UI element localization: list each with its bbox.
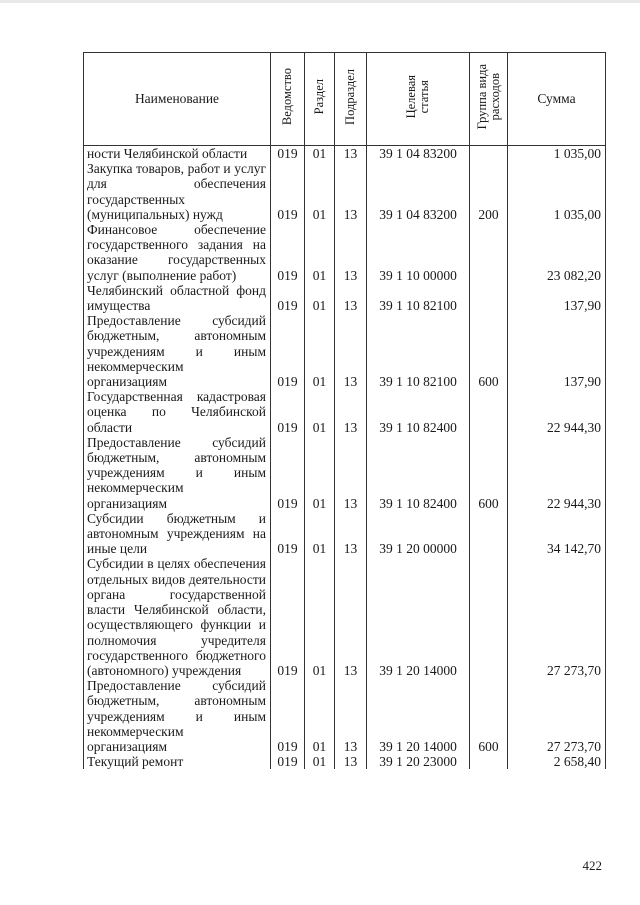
row-name: Государственная кадастровая оценка по Челябинской области [84, 389, 271, 435]
row-vedomstvo: 019 [271, 161, 305, 222]
row-gruppa: 600 [470, 678, 508, 754]
row-name: ности Челябинской области [84, 146, 271, 162]
row-celevaya: 39 1 04 83200 [367, 161, 470, 222]
row-name: Челябинский областной фонд имущества [84, 283, 271, 313]
row-gruppa: 200 [470, 161, 508, 222]
row-summa: 27 273,70 [508, 678, 606, 754]
row-vedomstvo: 019 [271, 754, 305, 769]
row-celevaya: 39 1 04 83200 [367, 146, 470, 162]
row-vedomstvo: 019 [271, 511, 305, 557]
row-podrazdel: 13 [335, 556, 367, 678]
row-summa: 23 082,20 [508, 222, 606, 283]
row-summa: 22 944,30 [508, 435, 606, 511]
row-podrazdel: 13 [335, 511, 367, 557]
scan-edge [0, 0, 640, 3]
header-celevaya [367, 53, 470, 146]
row-razdel: 01 [305, 313, 335, 389]
row-summa: 137,90 [508, 283, 606, 313]
table-row [84, 161, 606, 222]
row-gruppa [470, 754, 508, 769]
header-gruppa-text: Группа вида расходов [474, 64, 502, 130]
row-name: Предоставление субсидий бюджетным, автономным учреждениям и иным некоммерческим организациям [84, 435, 271, 511]
row-razdel: 01 [305, 146, 335, 162]
table-row [84, 556, 606, 678]
row-name: Текущий ремонт [84, 754, 271, 769]
row-gruppa [470, 511, 508, 557]
table-row [84, 511, 606, 557]
row-vedomstvo: 019 [271, 313, 305, 389]
table-row [84, 435, 606, 511]
row-vedomstvo: 019 [271, 678, 305, 754]
row-celevaya: 39 1 20 14000 [367, 678, 470, 754]
row-name: Предоставление субсидий бюджетным, автономным учреждениям и иным некоммерческим организациям [84, 313, 271, 389]
row-podrazdel: 13 [335, 389, 367, 435]
header-summa-text: Сумма [537, 91, 576, 106]
row-celevaya: 39 1 20 00000 [367, 511, 470, 557]
row-razdel: 01 [305, 389, 335, 435]
row-gruppa: 600 [470, 313, 508, 389]
table-row [84, 754, 606, 769]
table-row [84, 222, 606, 283]
row-vedomstvo: 019 [271, 435, 305, 511]
row-gruppa [470, 283, 508, 313]
header-celevaya-text: Целевая статья [404, 75, 431, 119]
row-vedomstvo: 019 [271, 146, 305, 162]
row-celevaya: 39 1 10 82100 [367, 313, 470, 389]
table-row [84, 146, 606, 162]
table-row [84, 313, 606, 389]
row-razdel: 01 [305, 283, 335, 313]
row-celevaya: 39 1 10 82100 [367, 283, 470, 313]
row-razdel: 01 [305, 161, 335, 222]
row-podrazdel: 13 [335, 283, 367, 313]
row-celevaya: 39 1 20 14000 [367, 556, 470, 678]
row-vedomstvo: 019 [271, 389, 305, 435]
row-gruppa [470, 389, 508, 435]
row-razdel: 01 [305, 222, 335, 283]
row-summa: 137,90 [508, 313, 606, 389]
row-name: Закупка товаров, работ и услуг для обеспечения государственных (муниципальных) нужд [84, 161, 271, 222]
row-razdel: 01 [305, 511, 335, 557]
budget-table [83, 52, 606, 769]
row-celevaya: 39 1 20 23000 [367, 754, 470, 769]
row-celevaya: 39 1 10 00000 [367, 222, 470, 283]
row-gruppa [470, 556, 508, 678]
row-name: Субсидии бюджетным и автономным учреждениям на иные цели [84, 511, 271, 557]
row-gruppa [470, 222, 508, 283]
header-summa [508, 53, 606, 146]
row-podrazdel: 13 [335, 435, 367, 511]
row-podrazdel: 13 [335, 678, 367, 754]
header-vedomstvo-text: Ведомство [280, 68, 294, 126]
row-vedomstvo: 019 [271, 222, 305, 283]
row-celevaya: 39 1 10 82400 [367, 389, 470, 435]
header-razdel-text: Раздел [312, 79, 326, 115]
row-gruppa: 600 [470, 435, 508, 511]
row-name: Субсидии в целях обеспечения отдельных видов деятельности органа государственной власти Челябинской области, осуществляющего функции и полномочия учредителя государственного бюджетного (автономного) учреждения [84, 556, 271, 678]
row-podrazdel: 13 [335, 161, 367, 222]
row-razdel: 01 [305, 678, 335, 754]
row-razdel: 01 [305, 754, 335, 769]
table-row [84, 678, 606, 754]
row-summa: 1 035,00 [508, 161, 606, 222]
row-gruppa [470, 146, 508, 162]
row-summa: 1 035,00 [508, 146, 606, 162]
table-row [84, 283, 606, 313]
row-podrazdel: 13 [335, 222, 367, 283]
header-vedomstvo [271, 53, 305, 146]
row-summa: 34 142,70 [508, 511, 606, 557]
header-name [84, 53, 271, 146]
header-razdel [305, 53, 335, 146]
table-body [84, 146, 606, 770]
row-vedomstvo: 019 [271, 283, 305, 313]
table-row [84, 389, 606, 435]
header-name-text: Наименование [134, 91, 220, 106]
row-podrazdel: 13 [335, 313, 367, 389]
row-razdel: 01 [305, 556, 335, 678]
header-podrazdel [335, 53, 367, 146]
table-header [84, 53, 606, 146]
page-number: 422 [582, 858, 602, 873]
row-name: Предоставление субсидий бюджетным, автономным учреждениям и иным некоммерческим организациям [84, 678, 271, 754]
row-podrazdel: 13 [335, 146, 367, 162]
row-razdel: 01 [305, 435, 335, 511]
row-summa: 22 944,30 [508, 389, 606, 435]
row-podrazdel: 13 [335, 754, 367, 769]
row-vedomstvo: 019 [271, 556, 305, 678]
row-celevaya: 39 1 10 82400 [367, 435, 470, 511]
row-summa: 27 273,70 [508, 556, 606, 678]
header-gruppa [470, 53, 508, 146]
header-podrazdel-text: Подраздел [343, 69, 357, 125]
row-summa: 2 658,40 [508, 754, 606, 769]
row-name: Финансовое обеспечение государственного задания на оказание государственных услуг (выполнение работ) [84, 222, 271, 283]
